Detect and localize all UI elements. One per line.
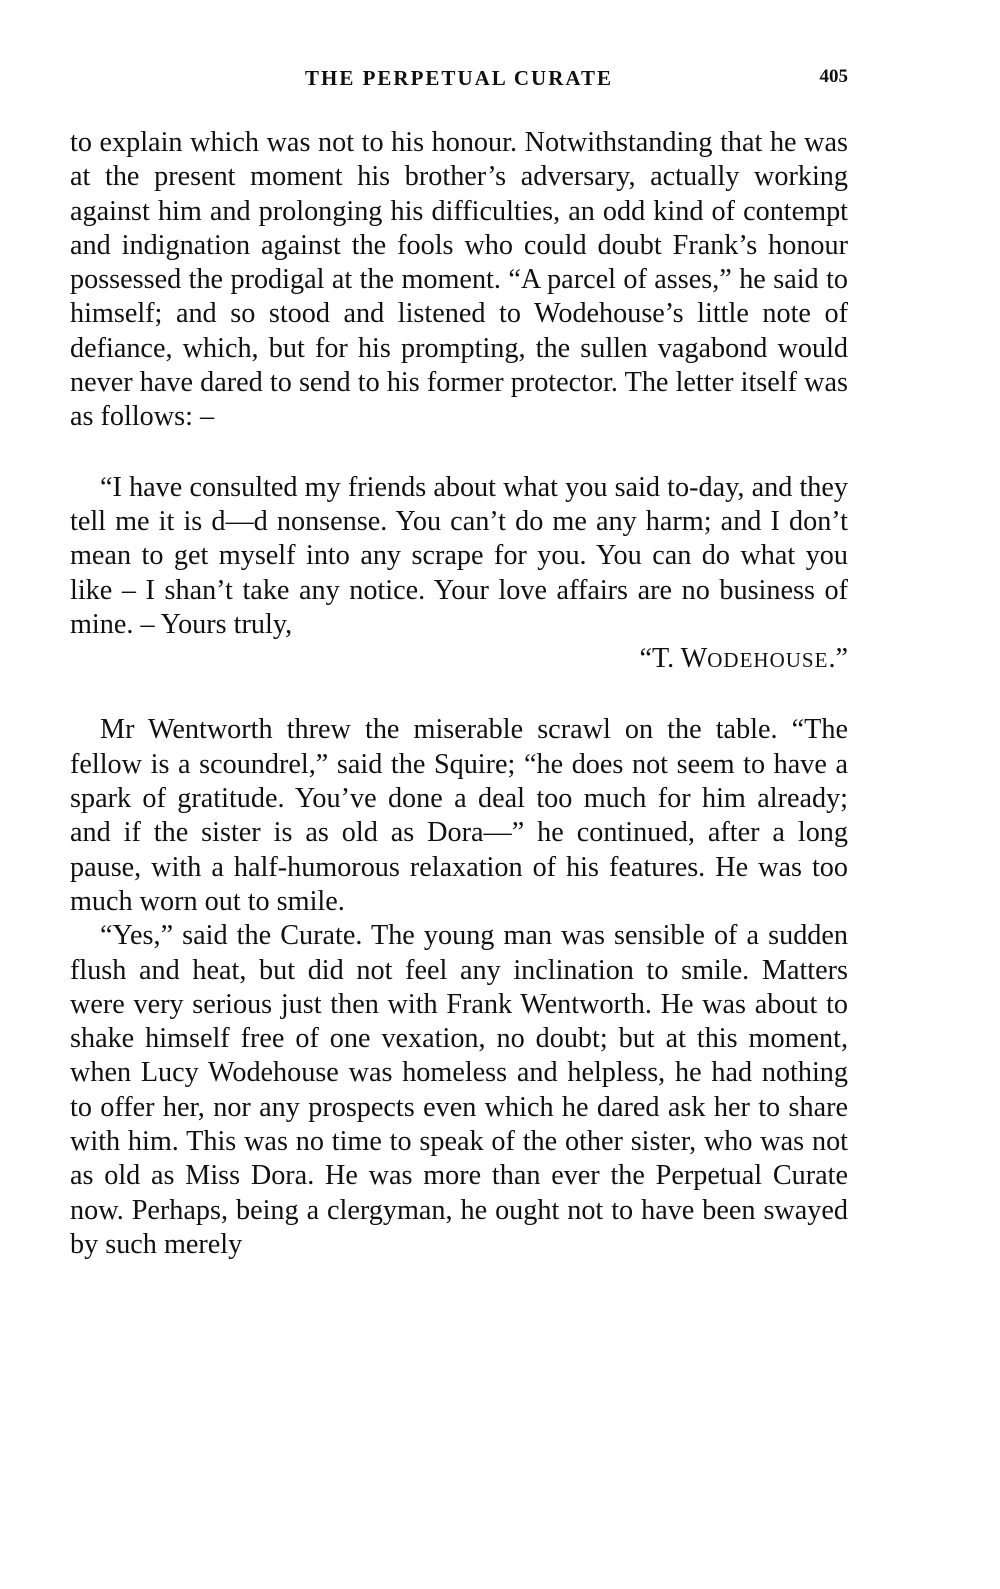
signature-prefix: “T. W <box>639 643 708 675</box>
paragraph-continued: to explain which was not to his honour. Notwithstanding that he was at the present moment his brother’s adversary, actually working against him and prolonging his difficulties, an odd kind of contempt and indignation against the fools who could doubt Frank’s honour possessed the prodigal at the moment. “A parcel of asses,” he said to himself; and so stood and listened to Wodehouse’s little note of defiance, which, but for his prompting, the sullen vagabond would never have dared to send to his former protector. The letter itself was as follows: – <box>70 127 848 433</box>
letter-text: “I have consulted my friends about what you said to-day, and they tell me it is d—d nonsense. You can’t do me any harm; and I don’t mean to get myself into any scrape for you. You can do what you like – I shan’t take any notice. Your love affairs are no business of mine. – Yours truly, <box>70 471 848 640</box>
page-number: 405 <box>819 66 848 87</box>
signature-smallcaps: ODEHOUSE <box>707 648 829 673</box>
book-page <box>70 66 848 1262</box>
running-title: THE PERPETUAL CURATE <box>305 66 613 90</box>
signature-suffix: .” <box>828 643 848 675</box>
paragraph-curate: “Yes,” said the Curate. The young man was sensible of a sudden flush and heat, but did not feel any inclination to smile. Matters were very serious just then with Frank Wentworth. He was about to shake himself free of one vexation, no doubt; but at this moment, when Lucy Wodehouse was homeless and helpless, he had nothing to offer her, nor any prospects even which he dared ask her to share with him. This was no time to speak of the other sister, who was not as old as Miss Dora. He was more than ever the Perpetual Curate now. Perhaps, being a clergyman, he ought not to have been swayed by such merely <box>70 920 848 1260</box>
paragraph-squire: Mr Wentworth threw the miserable scrawl on the table. “The fellow is a scoundrel,” said the Squire; “he does not seem to have a spark of gratitude. You’ve done a deal too much for him already; and if the sister is as old as Dora—” he continued, after a long pause, with a half-humorous relaxation of his features. He was too much worn out to smile. <box>70 714 848 917</box>
running-head <box>70 66 848 106</box>
letter-signature <box>70 642 848 677</box>
